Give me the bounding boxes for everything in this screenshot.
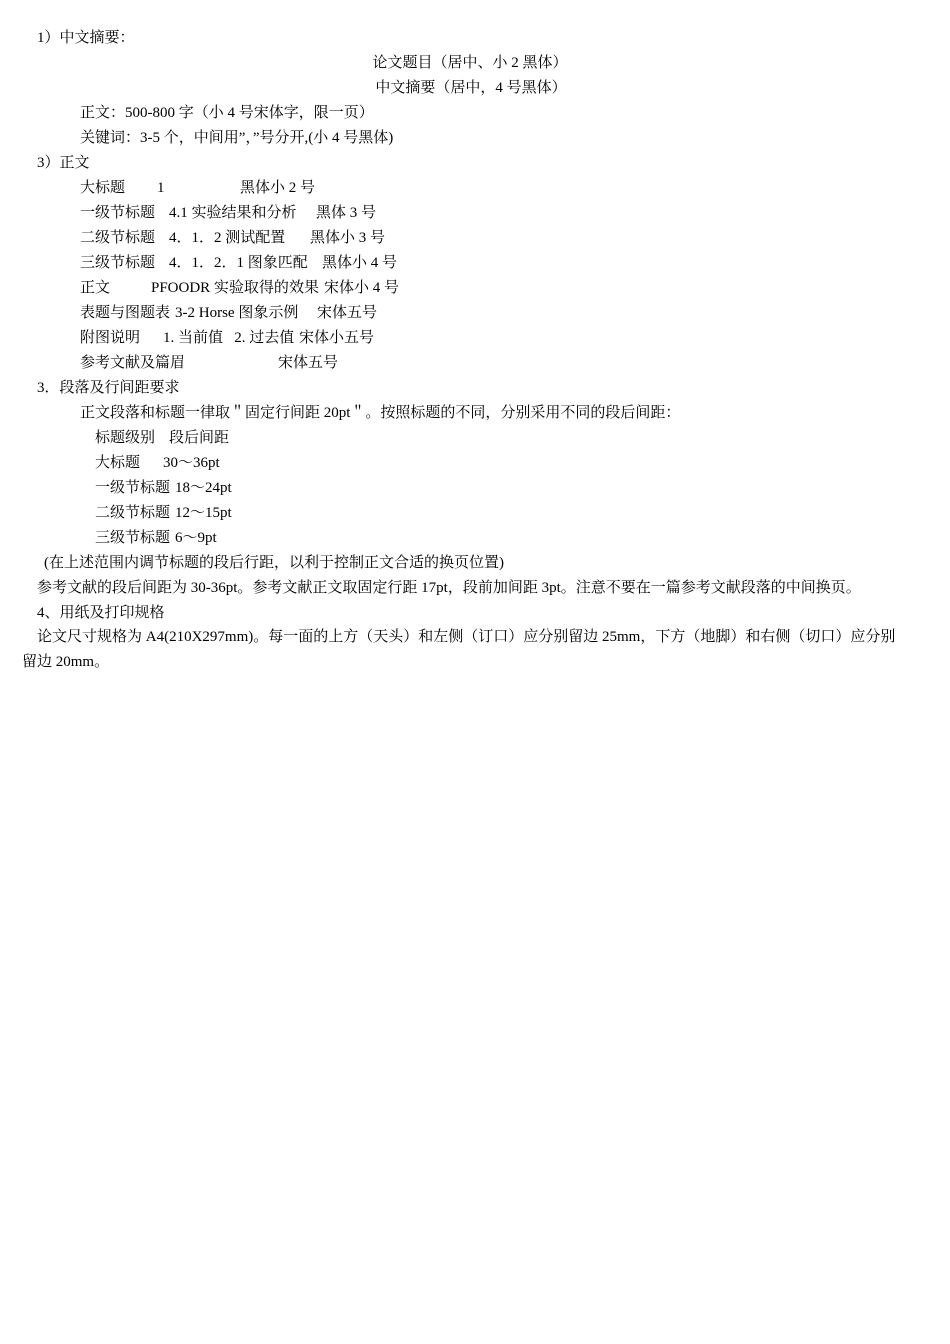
abstract-title-spec: 中文摘要（居中，4 号黑体） — [375, 80, 567, 96]
format-row-example: 1. 当前值 2. 过去值 — [163, 330, 295, 346]
paper-size-paragraph: 论文尺寸规格为 A4(210X297mm)。每一面的上方（天头）和左侧（订口）应分别留边 25mm，下方（地脚）和右侧（切口）应分别留边 20mm。 — [22, 629, 896, 670]
spacing-row-value: 30～36pt — [163, 455, 220, 471]
spacing-row — [95, 451, 395, 476]
format-row — [80, 226, 580, 251]
spacing-row-level: 二级节标题 — [95, 505, 171, 521]
format-row-example: PFOODR 实验取得的效果 — [151, 280, 319, 296]
format-row — [80, 201, 580, 226]
spacing-row — [95, 526, 395, 551]
spacing-row — [95, 476, 395, 501]
spacing-row-value: 18～24pt — [175, 480, 232, 496]
format-row-label: 正文 — [80, 280, 111, 296]
format-row-font: 黑体小 2 号 — [240, 180, 316, 196]
section-3-heading: 3）正文 — [37, 155, 90, 171]
format-row-font: 宋体小 4 号 — [324, 280, 400, 296]
spacing-row — [95, 501, 395, 526]
format-row-font: 黑体小 3 号 — [310, 230, 386, 246]
paper-print-heading: 4、用纸及打印规格 — [37, 605, 165, 621]
references-spacing-paragraph: 参考文献的段后间距为 30-36pt。参考文献正文取固定行距 17pt，段前加间距 3pt。注意不要在一篇参考文献段落的中间换页。 — [37, 580, 861, 596]
format-row-label: 参考文献及篇眉 — [80, 355, 186, 371]
format-row — [80, 176, 580, 201]
spacing-row-level: 一级节标题 — [95, 480, 171, 496]
format-row-label: 三级节标题 — [80, 255, 156, 271]
spacing-note: (在上述范围内调节标题的段后行距，以利于控制正文合适的换页位置) — [44, 555, 504, 571]
spacing-row-value: 12～15pt — [175, 505, 232, 521]
spacing-header-value: 段后间距 — [169, 430, 230, 446]
format-row — [80, 251, 580, 276]
format-row-example: 4.1 实验结果和分析 — [169, 205, 297, 221]
format-row — [80, 351, 580, 376]
format-row-example: 1 — [157, 180, 165, 196]
abstract-body-spec: 正文：500-800 字（小 4 号宋体字，限一页） — [80, 105, 374, 121]
format-row-example: 4．1．2 测试配置 — [169, 230, 286, 246]
format-row-font: 黑体 3 号 — [316, 205, 377, 221]
thesis-title-spec: 论文题目（居中、小 2 黑体） — [372, 55, 568, 71]
format-row — [80, 326, 580, 351]
format-row-example: 4．1．2．1 图象匹配 — [169, 255, 308, 271]
format-row — [80, 301, 580, 326]
format-row-font: 黑体小 4 号 — [322, 255, 398, 271]
format-row-label: 大标题 — [80, 180, 126, 196]
spacing-table-header — [95, 426, 395, 451]
spacing-row-value: 6～9pt — [175, 530, 217, 546]
spacing-row-level: 大标题 — [95, 455, 141, 471]
format-row-label: 附图说明 — [80, 330, 141, 346]
format-row-label: 二级节标题 — [80, 230, 156, 246]
format-row-label: 表题与图题表 — [80, 305, 171, 321]
format-row-label: 一级节标题 — [80, 205, 156, 221]
spacing-header-level: 标题级别 — [95, 430, 156, 446]
keywords-spec: 关键词：3-5 个，中间用”，”号分开,(小 4 号黑体) — [80, 130, 394, 146]
format-row — [80, 276, 580, 301]
format-row-font: 宋体五号 — [278, 355, 339, 371]
spacing-row-level: 三级节标题 — [95, 530, 171, 546]
paragraph-spacing-intro: 正文段落和标题一律取＂固定行间距 20pt＂。按照标题的不同，分别采用不同的段后间距： — [80, 405, 681, 421]
paragraph-spacing-heading: 3．段落及行间距要求 — [37, 380, 180, 396]
format-row-example: 3-2 Horse 图象示例 — [175, 305, 299, 321]
format-row-font: 宋体小五号 — [299, 330, 375, 346]
section-1-heading: 1）中文摘要： — [37, 30, 135, 46]
format-row-font: 宋体五号 — [317, 305, 378, 321]
